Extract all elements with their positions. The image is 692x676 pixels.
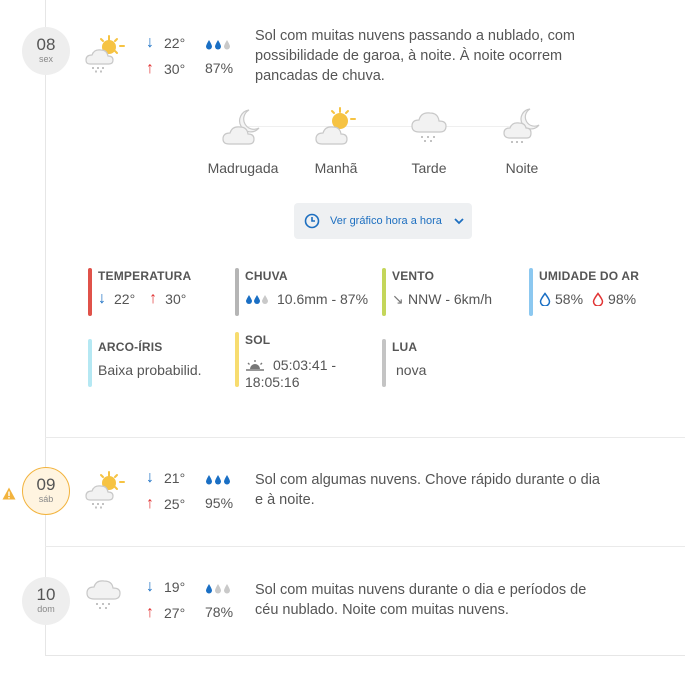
clock-icon <box>304 213 320 229</box>
rain-probability <box>205 469 233 511</box>
divider <box>45 655 685 656</box>
stat-value: nova <box>396 362 427 378</box>
divider <box>45 437 685 438</box>
stat-max: 98% <box>608 291 637 307</box>
stat-min: 58% <box>555 291 584 307</box>
sunrise-time: 05:03:41 - <box>273 357 337 373</box>
period-label: Tarde <box>411 160 447 176</box>
stat-value: Baixa probabilid. <box>98 362 202 378</box>
day-temps <box>146 34 185 86</box>
stat-color-bar <box>88 268 92 316</box>
min-temp: 21° <box>164 470 186 486</box>
description-line: Sol com algumas nuvens. Chove rápido durante o dia <box>255 472 600 488</box>
stat-title: ARCO-ÍRIS <box>98 340 163 354</box>
stat-lua <box>382 339 527 387</box>
stat-title: VENTO <box>392 269 435 283</box>
max-temp: 27° <box>164 605 186 621</box>
day-number: 10 <box>36 585 56 604</box>
stat-wind-value: NNW - 6km/h <box>408 291 492 307</box>
stat-sol <box>235 332 380 390</box>
period-label: Noite <box>505 160 539 176</box>
date-badge-day-1[interactable] <box>22 27 70 75</box>
day-of-week: dom <box>37 604 55 614</box>
hourly-chart-label: Ver gráfico hora a hora <box>330 215 442 227</box>
moon-cloud-drizzle-icon <box>500 106 544 148</box>
sunset-time: 18:05:16 <box>245 374 300 390</box>
arrow-down-icon: ↓ <box>146 578 154 595</box>
stat-title: UMIDADE DO AR <box>539 269 640 283</box>
stat-arco-iris <box>88 339 228 387</box>
min-temp: 19° <box>164 579 186 595</box>
description-line: céu nublado. Noite com muitas nuvens. <box>255 602 509 618</box>
raindrops-icon <box>245 294 271 304</box>
day-temps <box>146 469 185 521</box>
stat-title: CHUVA <box>245 269 288 283</box>
raindrops-icon <box>205 582 233 594</box>
drop-outline-icon <box>539 292 551 306</box>
stat-value <box>98 290 228 308</box>
date-badge-day-3[interactable] <box>22 577 70 625</box>
hourly-chart-button[interactable] <box>294 203 472 239</box>
stat-value <box>245 356 380 374</box>
period-label: Madrugada <box>207 160 279 176</box>
cloud-drizzle-icon <box>84 575 128 617</box>
stat-color-bar <box>88 339 92 387</box>
chevron-down-icon <box>454 217 464 225</box>
stat-color-bar <box>235 268 239 316</box>
max-temp: 25° <box>164 496 186 512</box>
stat-chuva <box>235 268 380 316</box>
raindrops-icon <box>205 38 233 50</box>
min-temp: 22° <box>164 35 186 51</box>
sun-cloud-drizzle-icon <box>84 34 128 74</box>
stat-color-bar <box>382 268 386 316</box>
stat-title: TEMPERATURA <box>98 269 192 283</box>
stat-value <box>245 290 380 308</box>
rain-percent: 87% <box>205 60 234 76</box>
day-description <box>255 470 635 510</box>
arrow-up-icon: ↑ <box>146 604 154 621</box>
arrow-up-icon: ↑ <box>146 60 154 77</box>
sun-cloud-drizzle-icon <box>84 470 128 510</box>
stat-rain-value: 10.6mm - 87% <box>277 291 369 307</box>
stat-vento <box>382 268 527 316</box>
rain-percent: 78% <box>205 604 234 620</box>
stat-value <box>539 290 679 308</box>
period-madrugada <box>198 106 288 176</box>
rain-probability <box>205 578 233 620</box>
day-number: 08 <box>36 35 56 54</box>
arrow-down-icon: ↓ <box>146 34 154 51</box>
period-label: Manhã <box>314 160 358 176</box>
day-description <box>255 26 635 86</box>
timeline-line <box>45 0 46 656</box>
cloud-drizzle-icon <box>407 106 451 148</box>
sun-cloud-icon <box>314 106 358 148</box>
date-badge-day-2[interactable] <box>22 467 70 515</box>
stat-color-bar <box>235 332 239 387</box>
stat-value <box>392 290 527 308</box>
stat-max: 30° <box>165 291 187 307</box>
day-of-week: sex <box>38 54 53 64</box>
wind-direction-icon: ↘ <box>392 291 404 307</box>
stat-min: 22° <box>114 291 136 307</box>
day-temps <box>146 578 185 630</box>
day-of-week: sáb <box>38 494 54 504</box>
stat-temperatura <box>88 268 228 316</box>
arrow-down-icon: ↓ <box>146 469 154 486</box>
drop-outline-icon <box>592 292 604 306</box>
moon-cloud-icon <box>221 106 265 148</box>
description-line: e à noite. <box>255 492 315 508</box>
stat-title: SOL <box>245 333 271 347</box>
raindrops-icon <box>205 473 233 485</box>
rain-probability <box>205 34 233 76</box>
period-tarde <box>384 106 474 176</box>
stat-color-bar <box>382 339 386 387</box>
rain-percent: 95% <box>205 495 234 511</box>
day-description <box>255 580 635 620</box>
description-line: possibilidade de garoa, à noite. À noite ocorrem <box>255 48 563 64</box>
description-line: Sol com muitas nuvens passando a nublado, com <box>255 28 575 44</box>
description-line: pancadas de chuva. <box>255 68 385 84</box>
sunrise-icon <box>245 359 265 371</box>
stat-title: LUA <box>392 340 418 354</box>
max-temp: 30° <box>164 61 186 77</box>
stat-umidade <box>529 268 679 316</box>
description-line: Sol com muitas nuvens durante o dia e períodos de <box>255 582 587 598</box>
period-manha <box>291 106 381 176</box>
warning-icon[interactable] <box>2 487 16 500</box>
arrow-up-icon: ↑ <box>149 290 158 307</box>
arrow-up-icon: ↑ <box>146 495 154 512</box>
divider <box>45 546 685 547</box>
stat-color-bar <box>529 268 533 316</box>
day-number: 09 <box>36 475 56 494</box>
arrow-down-icon: ↓ <box>98 290 106 307</box>
period-noite <box>477 106 567 176</box>
